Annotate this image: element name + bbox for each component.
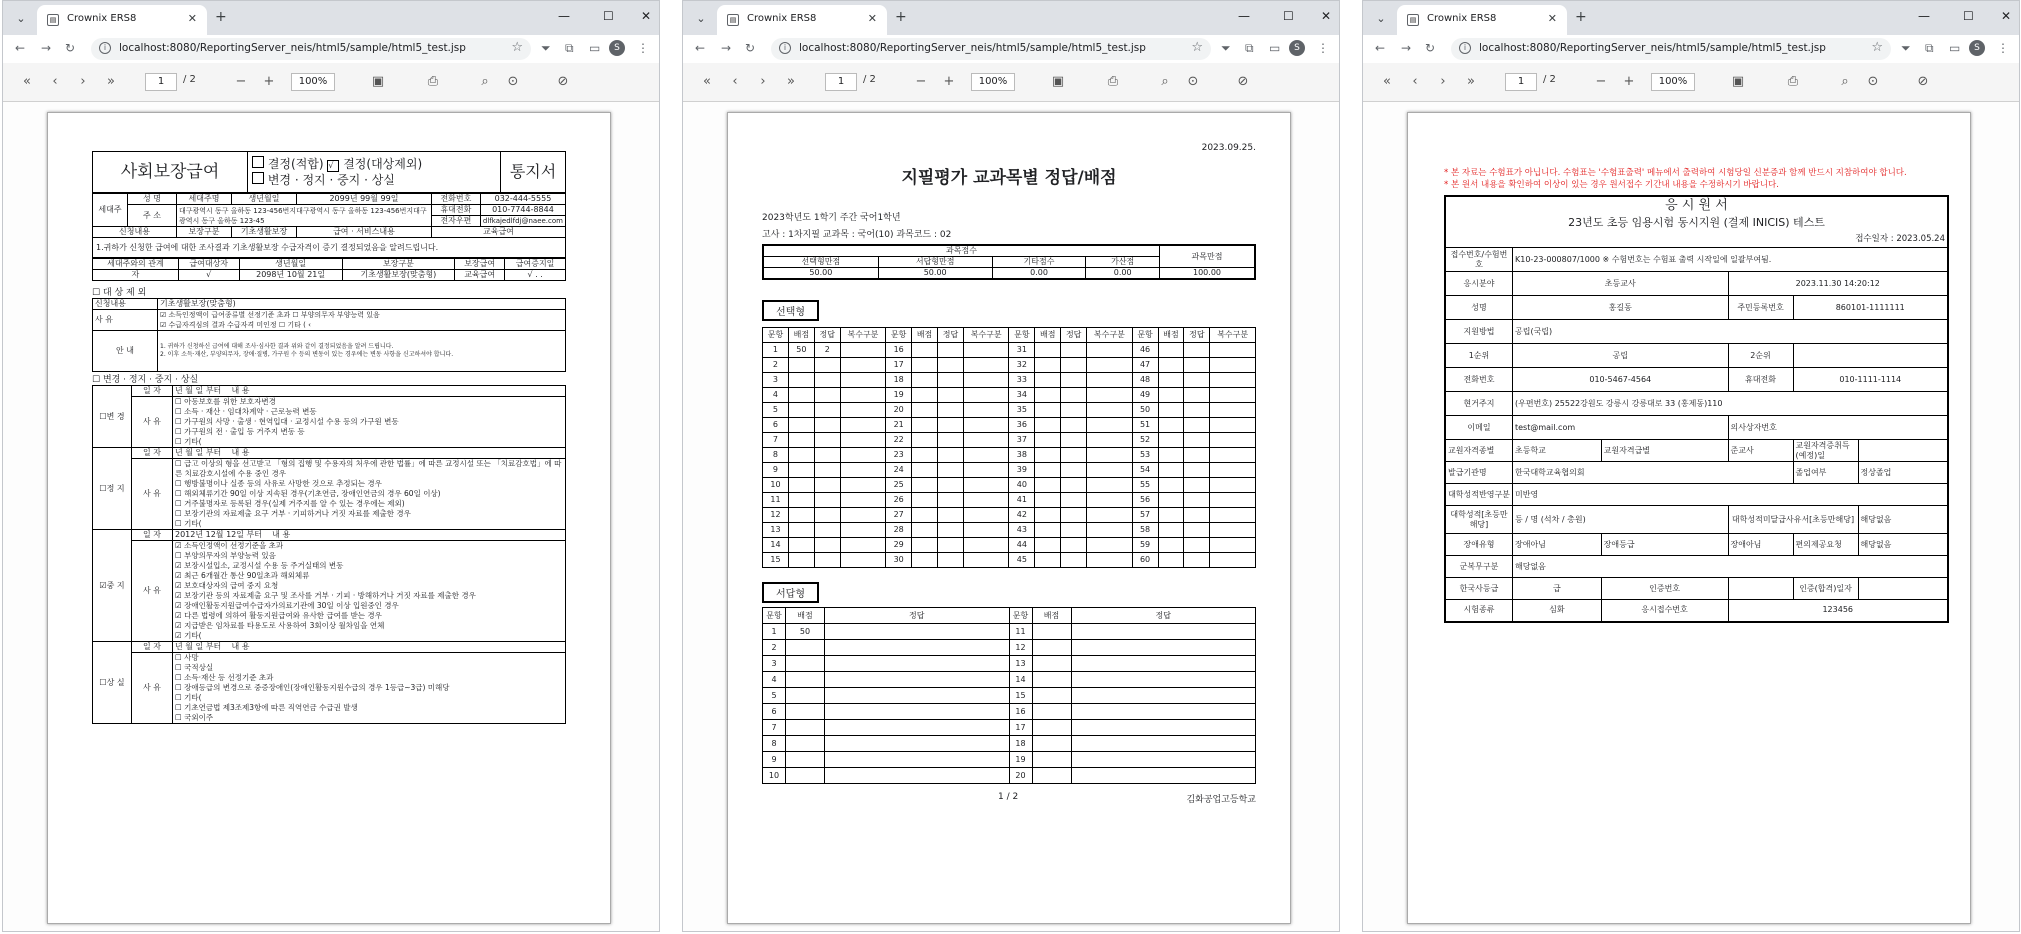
window-close-icon[interactable]: ✕	[641, 9, 652, 23]
welfare-notice: 사회보장급여 결정(적합) √ 결정(대상제외) 변경 · 정지 · 중지 · 상실 통지서 세대주 성 명 세대주명 생년월일 2099년 99월 99일 전화번호 032-444-5555 주 소 대구광역시 동구 올하동 123-456번지대구광역시 동구 올하동 123-456번지대구광역시 동구 올하동 123-45 휴대전화 010-7744-8844 전자우편 dlfkajedlfdj@naee.com 신청내용 보장구분 기초생활보장 급여 · 서비스내용 교육급여 1.귀하가 신청한 급여에 대한 조사결과 기초생활보장 수급자격이 증기 결정되었음을 알려드립니다. 세대주와의 관계 급여대상자 생년월일 보장구분 보장급여 급여증지일 자 √ 2098년 10월 21일 기초생활보장(맞춤형) 교육급여 √ . . ☐ 대 상 제 외 신청내용 기초생활보장(맞춤형) 사 유 ☑ 소득인정액이 급여종류별 선정기준 초과 ☐ 부양의무자 부양능력 있음 ☑ 수급자격심의 결과 수급자격 미인정 ☐ 기타 ( ‹ 안 내 1. 귀하가 신청하신 급여에 대해 조사·심사한 결과 위와 같이 결정되었음을 알려 드립니다. 2. 이후 소득·재산, 부양의무자, 장애·질병, 가구원 수 등의 변동이 있는 경우에는 변동 사항을 신고하셔야 합니다. ☐ 변경 · 정지 · 중지 · 상실 ☐변 경 일 자 년 월 일 부터 내 용 사 유 ☐ 아동보호를 위한 보호자변경 ☐ 소득 · 재산 · 임대차계약 · 근로능력 변동 ☐ 가구원의 사망 · 출생 · 현역입대 · 교정시설 수용 등의 가구원 변동 ☐ 가구원의 전 · 출입 등 거주지 변동 등 ☐ 기타( ☐정 지 일 자 년 월 일 부터 내 용 사 유 ☐ 급고 이상의 형을 선고받고 「형의 집행 및 수용자의 처우에 관한 법률」에 따른 교정시설 또는 「치료감호법」에 따른 치료감호시설에 수용 중인 경우 ☐ 행방불명이나 실종 등의 사유로 사망한 것으로 추정되는 경우 ☐ 해외체류기간 90일 이상 지속된 경우(기초연금, 장애인연금의 경우 60일 이상) ☐ 거주불명자로 등록된 경우(실제 거주지를 알 수 있는 경우에는 제외) ☐ 보장기관의 자료제출 요구 거부 · 기피하거나 거짓 자료를 제출한 경우 ☐ 기타( ☑중 지 일 자 2012년 12월 12일 부터 내 용 사 유 ☑ 소득인정액이 선정기준을 초과 ☐ 부양의무자의 부양능력 있음 ☑ 보장시설입소, 교정시설 수용 등 주거실태의 변동 ☑ 최근 6개월간 통산 90일초과 해외체류 ☑ 보호대상자의 급여 중지 요청 ☑ 보장기관 등의 자료제출 요구 및 조사를 거부 · 기피 · 방해하거나 거짓 자료를 제출한 경우 ☑ 장애인활동지원급여수급자가의료기관에 30일 이상 입원중인 경우 ☑ 다른 법령에 의하여 활동지원급여와 유사한 급여를 받는 경우 ☑ 지급받은 임차료를 타용도로 사용하여 3회이상 월차임을 연체 ☑ 기타( ☐상 실 일 자 년 월 일 부터 내 용 사 유 ☐ 사망 ☐ 국적상실 ☐ 소득·재산 등 선정기준 초과 ☐ 장애등급의 변경으로 중증장애인(장애인활동지원수급의 경우 1등급~3급) 미해당 ☐ 기타( ☐ 기초연금법 제3조제3항에 따른 직역연금 수급권 발생 ☐ 국외이주	[92, 151, 566, 724]
checkbox-icon: ☐	[175, 509, 185, 518]
table-row: 14 29 44 59	[763, 538, 1256, 553]
zoom-in-icon[interactable]: +	[943, 74, 955, 89]
opt-eligible: 결정(적합)	[267, 157, 324, 171]
viewer-toolbar	[1363, 63, 2019, 102]
new-tab-icon[interactable]: +	[1575, 9, 1587, 25]
checkbox-icon: ☐	[175, 693, 185, 702]
checkbox-icon: ☐	[175, 459, 185, 468]
page-total: / 2	[1543, 74, 1556, 85]
search-icon[interactable]: ⌕	[1841, 74, 1849, 89]
menu-kebab-icon[interactable]: ⋮	[637, 41, 649, 55]
sec-choice: 선택형	[762, 300, 819, 321]
next-page-icon[interactable]: ›	[760, 74, 766, 89]
notes	[1444, 167, 1949, 191]
report-canvas[interactable]	[1363, 102, 2019, 931]
browser-window-1	[2, 0, 660, 932]
table-row: 2 12	[763, 640, 1256, 656]
change-reasons	[173, 397, 566, 448]
household-table: 세대주 성 명 세대주명 생년월일 2099년 99월 99일 전화번호 032-444-5555 주 소 대구광역시 동구 올하동 123-456번지대구광역시 동구 올하동 123-456번지대구광역시 동구 올하동 123-45 휴대전화 010-7744-8844 전자우편 dlfkajedlfdj@naee.com 신청내용 보장구분 기초생활보장 급여 · 서비스내용 교육급여	[92, 193, 566, 238]
extension-filter-icon[interactable]: ⏷	[1901, 41, 1911, 55]
lose-side-2: ☐ 국외이주	[175, 713, 214, 722]
table-row: 3 18 33 48	[763, 373, 1256, 388]
search-next-icon[interactable]: ⊙	[507, 74, 519, 89]
title-bar	[3, 1, 659, 35]
table-row: 13 28 43 58	[763, 523, 1256, 538]
tab-close-icon[interactable]: ✕	[187, 12, 197, 25]
col-answer: 정답	[814, 328, 840, 343]
reason-item: ☑ 지급받은 임차료를 타용도로 사용하여 3회이상 월차임을 연체	[175, 621, 385, 630]
table-row: 2 17 32 47	[763, 358, 1256, 373]
url-text[interactable]: localhost:8080/ReportingServer_neis/html5/sample/html5_test.jsp	[1479, 42, 1826, 54]
col-answer: 정답	[1061, 328, 1087, 343]
report-page	[47, 112, 611, 924]
last-page-icon[interactable]: »	[107, 74, 115, 89]
table-row: 6 21 36 51	[763, 418, 1256, 433]
url-omnibox[interactable]	[771, 38, 1211, 60]
col-multi: 복수구분	[963, 328, 1008, 343]
site-info-icon[interactable]: i	[99, 42, 111, 54]
checkbox-icon: ☑	[175, 621, 185, 630]
profile-avatar[interactable]: S	[1289, 40, 1305, 56]
prev-page-icon[interactable]: ‹	[732, 74, 738, 89]
checkbox-icon: ☐	[175, 397, 185, 406]
reason-item: ☐ 소득 · 재산 · 임대차계약 · 근로능력 변동	[175, 407, 317, 416]
report-info-2: 고사 : 1차지필 교과목 : 국어(10) 과목코드 : 02	[762, 230, 952, 240]
report-page	[727, 112, 1291, 924]
last-page-icon[interactable]: »	[1467, 74, 1475, 89]
menu-kebab-icon[interactable]: ⋮	[1997, 41, 2009, 55]
page-favicon-icon: ▤	[727, 14, 739, 26]
checkbox-icon: ☐	[175, 479, 185, 488]
score-table: 과목점수 과목만점 선택형만점 서답형만점 기타점수 가산점 50.00 50.00 0.00 0.00 100.00	[762, 244, 1256, 280]
doc-suffix: 통지서	[501, 152, 566, 193]
browser-window-3	[1362, 0, 2020, 932]
table-row: 11 26 41 56	[763, 493, 1256, 508]
zoom-in-icon[interactable]: +	[263, 74, 275, 89]
url-omnibox[interactable]	[91, 38, 531, 60]
report-info-1: 2023학년도 1학기 주간 국어1학년	[762, 213, 901, 223]
page-number-input[interactable]: 1	[825, 73, 857, 91]
page-number-input[interactable]: 1	[1505, 73, 1537, 91]
search-next-icon[interactable]: ⊙	[1187, 74, 1199, 89]
page-favicon-icon: ▤	[47, 14, 59, 26]
reload-icon[interactable]: ↻	[65, 41, 76, 55]
table-row: 10 20	[763, 768, 1256, 784]
profile-avatar[interactable]: S	[609, 40, 625, 56]
decision-options: 결정(적합) √ 결정(대상제외) 변경 · 정지 · 중지 · 상실	[248, 152, 501, 193]
window-close-icon[interactable]: ✕	[1321, 9, 1332, 23]
reason-item: ☐ 가구원의 사망 · 출생 · 현역입대 · 교정시설 수용 등의 가구원 변동	[175, 417, 399, 426]
maximize-icon[interactable]: ☐	[1963, 9, 1974, 23]
print-icon[interactable]: ⎙	[427, 74, 439, 89]
reason-item: ☐ 해외체류기간 90일 이상 지속된 경우(기초연금, 장애인연금의 경우 60일 이상)	[175, 489, 441, 498]
notice-line: 1.귀하가 신청한 급여에 대한 조사결과 기초생활보장 수급자격이 증기 결정되었음을 알려드립니다.	[92, 238, 566, 258]
extensions-icon[interactable]: ⧉	[1925, 41, 1934, 55]
opt-change: 변경 · 정지 · 중지 · 상실	[267, 173, 395, 187]
col-answer: 정답	[938, 328, 964, 343]
report-viewer	[3, 63, 659, 931]
col-point: 배점	[1035, 328, 1061, 343]
table-row: 5 15	[763, 688, 1256, 704]
score-value: 0.00	[1086, 268, 1160, 280]
save-icon[interactable]: ▣	[1731, 74, 1745, 89]
prev-page-icon[interactable]: ‹	[1412, 74, 1418, 89]
next-page-icon[interactable]: ›	[80, 74, 86, 89]
first-page-icon[interactable]: «	[23, 74, 31, 89]
col-no: 문항	[1009, 328, 1035, 343]
address-bar	[1363, 35, 2019, 64]
col-no: 문항	[1132, 328, 1158, 343]
reason-item: ☐ 기타(	[175, 519, 202, 528]
tab-title: Crownix ERS8	[1427, 13, 1497, 24]
checkbox-icon: ☐	[175, 663, 185, 672]
checkbox-icon: ☑	[175, 571, 185, 580]
choice-table	[762, 327, 1256, 568]
table-row: 7 17	[763, 720, 1256, 736]
score-value: 50.00	[878, 268, 992, 280]
minimize-icon[interactable]: —	[558, 9, 570, 23]
halt-side-note: ☐ 부양의무자의 부양능력 있음	[175, 551, 276, 560]
checkbox-icon: ☐	[175, 417, 185, 426]
reason-item: ☐ 국적상실	[175, 663, 214, 672]
forward-icon[interactable]: →	[1401, 41, 1412, 55]
note-line: * 본 자료는 수험표가 아닙니다. 수험표는 '수험표출력' 메뉴에서 출력하여 시험당일 신분증과 함께 반드시 지참하여야 합니다.	[1444, 168, 1907, 178]
score-value: 50.00	[763, 268, 878, 280]
reason-item: ☑ 보호대상자의 급여 중지 요청	[175, 581, 279, 590]
page-indicator: 1 / 2	[998, 792, 1019, 802]
browser-tab[interactable]	[717, 5, 887, 35]
table-row: 1 50 2 16 31 46	[763, 343, 1256, 358]
checkbox-icon: ☐	[175, 489, 185, 498]
table-row: 9 24 39 54	[763, 463, 1256, 478]
score-label: 기타점수	[992, 257, 1086, 268]
report-date: 2023.09.25.	[1201, 143, 1256, 153]
profile-avatar[interactable]: S	[1969, 40, 1985, 56]
tab-close-icon[interactable]: ✕	[1547, 12, 1557, 25]
reason-item: ☐ 급고 이상의 형을 선고받고 「형의 집행 및 수용자의 처우에 관한 법률」에 따른 교정시설 또는 「치료감호법」에 따른 치료감호시설에 수용 중인 경우	[175, 459, 562, 478]
maximize-icon[interactable]: ☐	[603, 9, 614, 23]
table-row: 6 16	[763, 704, 1256, 720]
note-line: * 본 원서 내용을 확인하여 이상이 있는 경우 원서접수 기간내 내용을 수정하시기 바랍니다.	[1444, 180, 1779, 190]
col-point: 배점	[1032, 608, 1071, 624]
col-point: 배점	[788, 328, 814, 343]
report-canvas[interactable]	[683, 102, 1339, 931]
form-subtitle: 23년도 초등 임용시험 동시지원 (결제 INICIS) 테스트	[1445, 215, 1948, 231]
tab-title: Crownix ERS8	[67, 13, 137, 24]
reason-item: ☐ 소득·재산 등 선정기준 초과	[175, 673, 274, 682]
bookmark-star-icon[interactable]: ☆	[1191, 40, 1203, 55]
back-icon[interactable]: ←	[695, 41, 706, 55]
tab-search-icon[interactable]: ⌄	[696, 12, 706, 25]
report-canvas[interactable]	[3, 102, 659, 931]
checkbox-icon: ☑	[175, 611, 185, 620]
zoom-out-icon[interactable]: −	[235, 74, 247, 89]
lose-reasons	[173, 653, 566, 724]
zoom-out-icon[interactable]: −	[915, 74, 927, 89]
col-multi: 복수구분	[1210, 328, 1256, 343]
exclude-table: 신청내용 기초생활보장(맞춤형) 사 유 ☑ 소득인정액이 급여종류별 선정기준 초과 ☐ 부양의무자 부양능력 있음 ☑ 수급자격심의 결과 수급자격 미인정 ☐ 기타 ( ‹ 안 내 1. 귀하가 신청하신 급여에 대해 조사·심사한 결과 위와 같이 결정되었음을 알려 드립니다. 2. 이후 소득·재산, 부양의무자, 장애·질병, 가구원 수 등의 변동이 있는 경우에는 변동 사항을 신고하셔야 합니다.	[92, 298, 566, 372]
col-no: 문항	[763, 608, 786, 624]
reason-item: ☐ 기타(	[175, 437, 202, 446]
first-page-icon[interactable]: «	[703, 74, 711, 89]
reason-item: ☑ 기타(	[175, 631, 202, 640]
school-name: 김화공업고등학교	[1186, 795, 1256, 805]
table-row: 9 19	[763, 752, 1256, 768]
checkbox-icon: ☐	[175, 499, 185, 508]
prev-page-icon[interactable]: ‹	[52, 74, 58, 89]
bookmark-star-icon[interactable]: ☆	[511, 40, 523, 55]
application-table: 응 시 원 서 23년도 초등 임용시험 동시지원 (결제 INICIS) 테스트 접수일자 : 2023.05.24 접수번호/수험번호 K10-23-000807/1000 ※ 수험번호는 수험표 출력 시작일에 일괄부여됨. 응시분야 초등교사 2023.11.30 14:20:12 성명 홍길동 주민등록번호 860101-1111111 지원방법 공립(국립) 1순위 공립 2순위 전화번호 010-5467-4564 휴대전화 010-1111-1114 현거주지 (우편번호) 25522강원도 강릉시 강릉대로 33 (홍제동)110 이메일 test@mail.com 의사상자번호 교원자격종별 초등학교 교원자격급별 준교사 교원자격증취득(예정)일 발급기관명 한국대학교육협의회 졸업여부 정상졸업 대학성적반영구분 미반영 대학성적[초등만해당] 등 / 명 (석차 / 총원) 대학성적미달급사유서[초등만해당] 해당없음 장애유형 장애아님 장애등급 장애아님 편의제공요청 해당없음 군복무구분 해당없음 한국사등급 급 인증번호 인증(합격)일자 시험종류 심화 응시접수번호 123456	[1444, 195, 1949, 623]
close-report-icon[interactable]: ⊘	[1237, 74, 1249, 89]
table-row: 12 27 42 57	[763, 508, 1256, 523]
beneficiary-table: 세대주와의 관계 급여대상자 생년월일 보장구분 보장급여 급여증지일 자 √ 2098년 10월 21일 기초생활보장(맞춤형) 교육급여 √ . .	[92, 258, 566, 281]
tab-close-icon[interactable]: ✕	[867, 12, 877, 25]
table-row: 15 30 45 60	[763, 553, 1256, 568]
score-label: 가산점	[1086, 257, 1160, 268]
table-row: 5 20 35 50	[763, 403, 1256, 418]
table-row: 10 25 40 55	[763, 478, 1256, 493]
page-total: / 2	[183, 74, 196, 85]
extension-filter-icon[interactable]: ⏷	[1221, 41, 1231, 55]
zoom-select[interactable]: 100%	[971, 73, 1015, 91]
checkbox-icon: ☑	[175, 561, 185, 570]
forward-icon[interactable]: →	[41, 41, 52, 55]
doc-title: 사회보장급여	[93, 152, 248, 193]
change-table: ☐변 경 일 자 년 월 일 부터 내 용 사 유 ☐ 아동보호를 위한 보호자변경 ☐ 소득 · 재산 · 임대차계약 · 근로능력 변동 ☐ 가구원의 사망 · 출생 · 현역입대 · 교정시설 수용 등의 가구원 변동 ☐ 가구원의 전 · 출입 등 거주지 변동 등 ☐ 기타( ☐정 지 일 자 년 월 일 부터 내 용 사 유 ☐ 급고 이상의 형을 선고받고 「형의 집행 및 수용자의 처우에 관한 법률」에 따른 교정시설 또는 「치료감호법」에 따른 치료감호시설에 수용 중인 경우 ☐ 행방불명이나 실종 등의 사유로 사망한 것으로 추정되는 경우 ☐ 해외체류기간 90일 이상 지속된 경우(기초연금, 장애인연금의 경우 60일 이상) ☐ 거주불명자로 등록된 경우(실제 거주지를 알 수 있는 경우에는 제외) ☐ 보장기관의 자료제출 요구 거부 · 기피하거나 거짓 자료를 제출한 경우 ☐ 기타( ☑중 지 일 자 2012년 12월 12일 부터 내 용 사 유 ☑ 소득인정액이 선정기준을 초과 ☐ 부양의무자의 부양능력 있음 ☑ 보장시설입소, 교정시설 수용 등 주거실태의 변동 ☑ 최근 6개월간 통산 90일초과 해외체류 ☑ 보호대상자의 급여 중지 요청 ☑ 보장기관 등의 자료제출 요구 및 조사를 거부 · 기피 · 방해하거나 거짓 자료를 제출한 경우 ☑ 장애인활동지원급여수급자가의료기관에 30일 이상 입원중인 경우 ☑ 다른 법령에 의하여 활동지원급여와 유사한 급여를 받는 경우 ☑ 지급받은 임차료를 타용도로 사용하여 3회이상 월차임을 연체 ☑ 기타( ☐상 실 일 자 년 월 일 부터 내 용 사 유 ☐ 사망 ☐ 국적상실 ☐ 소득·재산 등 선정기준 초과 ☐ 장애등급의 변경으로 중증장애인(장애인활동지원수급의 경우 1등급~3급) 미해당 ☐ 기타( ☐ 기초연금법 제3조제3항에 따른 직역연금 수급권 발생 ☐ 국외이주	[92, 385, 566, 724]
report-title: 지필평가 교과목별 정답/배점	[901, 168, 1117, 188]
halt-reasons	[173, 541, 566, 642]
reason-item: ☐ 거주불명자로 등록된 경우(실제 거주지를 알 수 있는 경우에는 제외)	[175, 499, 405, 508]
reload-icon[interactable]: ↻	[745, 41, 756, 55]
minimize-icon[interactable]: —	[1918, 9, 1930, 23]
col-no: 문항	[1009, 608, 1032, 624]
window-close-icon[interactable]: ✕	[2001, 9, 2012, 23]
form-title: 응 시 원 서	[1445, 196, 1948, 215]
reason-item: ☑ 다른 법령에 의하여 활동지원급여와 유사한 급여를 받는 경우	[175, 611, 382, 620]
extensions-icon[interactable]: ⧉	[565, 41, 574, 55]
checkbox-icon: ☐	[175, 427, 185, 436]
score-label: 서답형만점	[878, 257, 992, 268]
tab-search-icon[interactable]: ⌄	[1376, 12, 1386, 25]
reason-item: ☐ 행방불명이나 실종 등의 사유로 사망한 것으로 추정되는 경우	[175, 479, 382, 488]
page-total: / 2	[863, 74, 876, 85]
sec-exclude: 대 상 제 외	[102, 288, 147, 298]
sidebar-icon[interactable]: ▭	[1949, 41, 1961, 55]
col-answer: 정답	[1071, 608, 1256, 624]
site-info-icon[interactable]: i	[1459, 42, 1471, 54]
score-value: 0.00	[992, 268, 1086, 280]
last-page-icon[interactable]: »	[787, 74, 795, 89]
checkbox-icon: ☐	[175, 653, 185, 662]
url-text[interactable]: localhost:8080/ReportingServer_neis/html5/sample/html5_test.jsp	[119, 42, 466, 54]
col-multi: 복수구분	[840, 328, 885, 343]
close-report-icon[interactable]: ⊘	[557, 74, 569, 89]
browser-tab[interactable]	[37, 5, 207, 35]
score-total: 100.00	[1160, 268, 1256, 280]
reason-item: ☑ 소득인정액이 선정기준을 초과	[175, 541, 284, 550]
reload-icon[interactable]: ↻	[1425, 41, 1436, 55]
lose-side-1: ☐ 기초연금법 제3조제3항에 따른 직역연금 수급권 발생	[175, 703, 358, 712]
extension-filter-icon[interactable]: ⏷	[541, 41, 551, 55]
sec-change: 변경 · 정지 · 중지 · 상실	[102, 375, 199, 385]
menu-kebab-icon[interactable]: ⋮	[1317, 41, 1329, 55]
extensions-icon[interactable]: ⧉	[1245, 41, 1254, 55]
first-page-icon[interactable]: «	[1383, 74, 1391, 89]
col-point: 배점	[912, 328, 938, 343]
table-row: 3 13	[763, 656, 1256, 672]
browser-window-2	[682, 0, 1340, 932]
page-favicon-icon: ▤	[1407, 14, 1419, 26]
reason-item: ☐ 장애등급의 변경으로 중증장애인(장애인활동지원수급의 경우 1등급~3급) 미해당	[175, 683, 450, 692]
checkbox-icon: ☑	[175, 631, 185, 640]
answer-key-report	[762, 143, 1256, 806]
reason-item: ☐ 보장기관의 자료제출 요구 거부 · 기피하거나 거짓 자료를 제출한 경우	[175, 509, 411, 518]
table-row: 1 50 11	[763, 624, 1256, 640]
site-info-icon[interactable]: i	[779, 42, 791, 54]
sidebar-icon[interactable]: ▭	[589, 41, 601, 55]
url-text[interactable]: localhost:8080/ReportingServer_neis/html5/sample/html5_test.jsp	[799, 42, 1146, 54]
report-page	[1407, 112, 1971, 924]
sidebar-icon[interactable]: ▭	[1269, 41, 1281, 55]
table-row: 4 19 34 49	[763, 388, 1256, 403]
tab-search-icon[interactable]: ⌄	[16, 12, 26, 25]
table-row: 7 22 37 52	[763, 433, 1256, 448]
checkbox-icon: ☑	[175, 601, 185, 610]
sec-written: 서답형	[762, 582, 819, 603]
score-label: 선택형만점	[763, 257, 878, 268]
viewer-toolbar	[683, 63, 1339, 102]
save-icon[interactable]: ▣	[1051, 74, 1065, 89]
col-no: 문항	[886, 328, 912, 343]
print-icon[interactable]: ⎙	[1107, 74, 1119, 89]
checkbox-icon: ☐	[175, 407, 185, 416]
table-row: 8 18	[763, 736, 1256, 752]
checkbox-icon: ☐	[175, 437, 185, 446]
col-point: 배점	[1158, 328, 1184, 343]
minimize-icon[interactable]: —	[1238, 9, 1250, 23]
reason-item: ☑ 최근 6개월간 통산 90일초과 해외체류	[175, 571, 310, 580]
new-tab-icon[interactable]: +	[215, 9, 227, 25]
new-tab-icon[interactable]: +	[895, 9, 907, 25]
reason-item: ☑ 보장기관 등의 자료제출 요구 및 조사를 거부 · 기피 · 방해하거나 거짓 자료를 제출한 경우	[175, 591, 476, 600]
col-no: 문항	[763, 328, 789, 343]
reason-item: ☑ 보장시설입소, 교정시설 수용 등 주거실태의 변동	[175, 561, 344, 570]
stop-reasons	[173, 459, 566, 530]
checkbox-icon: ☐	[175, 673, 185, 682]
viewer-toolbar	[3, 63, 659, 102]
zoom-out-icon[interactable]: −	[1595, 74, 1607, 89]
search-icon[interactable]: ⌕	[1161, 74, 1169, 89]
col-answer: 정답	[1184, 328, 1210, 343]
back-icon[interactable]: ←	[1375, 41, 1386, 55]
notice-header-table	[92, 151, 566, 193]
receipt-date: 접수일자 : 2023.05.24	[1445, 231, 1948, 248]
written-table	[762, 607, 1256, 784]
checkbox-icon: ☑	[175, 541, 185, 550]
col-answer: 정답	[825, 608, 1010, 624]
tab-title: Crownix ERS8	[747, 13, 817, 24]
reason-item: ☐ 사망	[175, 653, 199, 662]
opt-excluded: 결정(대상제외)	[343, 157, 423, 171]
next-page-icon[interactable]: ›	[1440, 74, 1446, 89]
checkbox-icon: ☑	[175, 581, 185, 590]
zoom-in-icon[interactable]: +	[1623, 74, 1635, 89]
checkbox-icon: ☑	[175, 591, 185, 600]
reason-item: ☐ 가구원의 전 · 출입 등 거주지 변동 등	[175, 427, 305, 436]
reason-item: ☐ 아동보호를 위한 보호자변경	[175, 397, 276, 406]
url-omnibox[interactable]	[1451, 38, 1891, 60]
table-row: 4 14	[763, 672, 1256, 688]
application-form	[1444, 167, 1949, 623]
save-icon[interactable]: ▣	[371, 74, 385, 89]
address-bar	[683, 35, 1339, 64]
bookmark-star-icon[interactable]: ☆	[1871, 40, 1883, 55]
back-icon[interactable]: ←	[15, 41, 26, 55]
search-icon[interactable]: ⌕	[481, 74, 489, 89]
browser-tab[interactable]	[1397, 5, 1567, 35]
table-row: 8 23 38 53	[763, 448, 1256, 463]
checkbox-icon: ☐	[175, 683, 185, 692]
search-next-icon[interactable]: ⊙	[1867, 74, 1879, 89]
address-bar	[3, 35, 659, 64]
checkbox-icon: ☐	[175, 519, 185, 528]
reason-item: ☐ 기타(	[175, 693, 202, 702]
report-viewer	[683, 63, 1339, 931]
page-number-input[interactable]: 1	[145, 73, 177, 91]
zoom-select[interactable]: 100%	[291, 73, 335, 91]
title-bar	[683, 1, 1339, 35]
col-multi: 복수구분	[1087, 328, 1132, 343]
reason-item: ☑ 장애인활동지원급여수급자가의료기관에 30일 이상 입원중인 경우	[175, 601, 399, 610]
forward-icon[interactable]: →	[721, 41, 732, 55]
col-point: 배점	[786, 608, 825, 624]
report-viewer	[1363, 63, 2019, 931]
close-report-icon[interactable]: ⊘	[1917, 74, 1929, 89]
zoom-select[interactable]: 100%	[1651, 73, 1695, 91]
title-bar	[1363, 1, 2019, 35]
maximize-icon[interactable]: ☐	[1283, 9, 1294, 23]
print-icon[interactable]: ⎙	[1787, 74, 1799, 89]
